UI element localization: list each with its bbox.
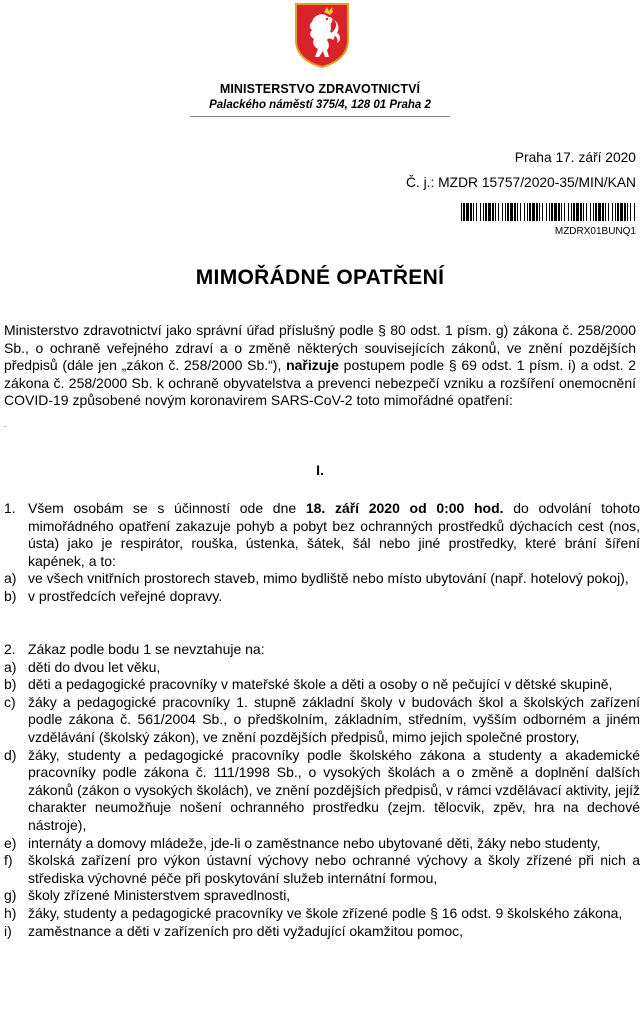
- list-item: [4, 835, 640, 853]
- barcode-bar: [558, 203, 560, 221]
- barcode-bar: [505, 203, 506, 221]
- item-letter: g): [4, 887, 17, 904]
- point-1-text-end: do odvolání tohoto mimořádného opatření zakazuje pohyb a pobyt bez ochranných prostředků dýchacích cest (nos, ústa) jako je respirátor, rouška, ústenka, šátek, šál nebo jiné prostředky, které brání šíření kapének, a to:: [28, 500, 640, 569]
- czech-lion-coat-of-arms-icon: [294, 2, 350, 68]
- list-item: [4, 570, 640, 588]
- barcode-bar: [546, 203, 547, 221]
- barcode-bar: [602, 203, 604, 221]
- barcode-bar: [507, 203, 509, 221]
- barcode-bar: [502, 203, 503, 221]
- barcode-bar: [593, 203, 594, 221]
- barcode: [461, 203, 636, 221]
- item-letter: a): [4, 658, 17, 675]
- barcode-bar: [542, 203, 543, 221]
- barcode-bar: [598, 203, 601, 221]
- barcode-bar: [517, 203, 518, 221]
- point-number: 2.: [4, 641, 16, 657]
- barcode-bar: [485, 203, 487, 221]
- section-heading: I.: [316, 462, 324, 478]
- list-item: [4, 905, 640, 923]
- item-letter: d): [4, 746, 17, 763]
- barcode-bar: [524, 203, 525, 221]
- item-text: internáty a domovy mládeže, jde-li o zaměstnance nebo ubytované děti, žáky nebo studenty,: [28, 834, 601, 851]
- item-letter: i): [4, 922, 12, 939]
- barcode-bar: [568, 203, 569, 221]
- barcode-bar: [463, 203, 465, 221]
- barcode-bar: [564, 203, 565, 221]
- item-text: školy zřízené Ministerstvem spravedlnosti,: [28, 887, 291, 904]
- item-text: děti a pedagogické pracovníky v mateřské škole a děti a osoby o ně pečující v dětské skupině,: [28, 676, 613, 693]
- barcode-bar: [520, 203, 521, 221]
- point-1-text-start: Všem osobám se s účinností ode dne: [28, 500, 306, 516]
- barcode-bar: [527, 203, 528, 221]
- intro-text-end: postupem podle § 69 odst. 1 písm. i) a odst. 2 zákona č. 258/2000 Sb. k ochraně obyvatelstva a prevenci nebezpečí vzniku a rozšíření onemocnění COVID-19 způsobené novým koronavirem SARS-CoV-2 toto mimořádné opatření:: [4, 357, 636, 408]
- list-item: [4, 659, 640, 677]
- item-text: školská zařízení pro výkon ústavní výchovy nebo ochranné výchovy a školy zřízené při nich a střediska výchovné péče při poskytování služeb internátní formou,: [28, 852, 640, 886]
- list-item: [4, 923, 640, 941]
- barcode-bar: [470, 203, 472, 221]
- barcode-bar: [630, 203, 631, 221]
- barcode-bar: [554, 203, 557, 221]
- item-text: ve všech vnitřních prostorech staveb, mimo bydliště nebo místo ubytování (např. hotelový pokoj),: [28, 570, 629, 587]
- item-text: děti do dvou let věku,: [28, 658, 161, 675]
- barcode-bar: [514, 203, 516, 221]
- barcode-bar: [461, 203, 462, 221]
- point-2-text: [4, 641, 640, 659]
- point-1-text: [4, 500, 640, 570]
- barcode-bar: [488, 203, 491, 221]
- document-title: MIMOŘÁDNÉ OPATŘENÍ: [195, 266, 445, 289]
- barcode-bar: [634, 203, 635, 221]
- item-text: žáky, studenty a pedagogické pracovníky ve škole zřízené podle § 16 odst. 9 školského zákona,: [28, 904, 623, 921]
- barcode-bar: [510, 203, 513, 221]
- barcode-bar: [549, 203, 550, 221]
- barcode-bar: [483, 203, 484, 221]
- intro-text-start: Ministerstvo zdravotnictví jako správní úřad příslušný podle § 80 odst. 1 písm. g) zákona č. 258/2000 Sb., o ochraně veřejného zdraví a o změně některých souvisejících zákonů, ve znění pozdějších předpisů (dále jen „zákon č. 258/2000 Sb.“),: [4, 322, 636, 373]
- barcode-bar: [620, 203, 623, 221]
- item-letter: h): [4, 904, 17, 921]
- coat-of-arms-emblem: [294, 2, 350, 68]
- list-item: [4, 887, 640, 905]
- item-text: žáky a pedagogické pracovníky 1. stupně základní školy v budovách škol a školských zařízení podle zákona č. 561/2004 Sb., o předškolním, základním, středním, vyšším odborném a jiném vzdělávání (školský zákon), ve znění pozdějších předpisů, mimo jejich společné prostory,: [28, 693, 640, 745]
- barcode-bar: [627, 203, 628, 221]
- point-number: 1.: [4, 500, 16, 516]
- barcode-bar: [480, 203, 481, 221]
- barcode-bar: [529, 203, 531, 221]
- intro-bold-verb: nařizuje: [286, 357, 339, 373]
- barcode-bar: [573, 203, 575, 221]
- item-letter: b): [4, 587, 17, 604]
- barcode-bar: [586, 203, 587, 221]
- barcode-text: MZDRX01BUNQ1: [554, 226, 636, 237]
- barcode-bar: [590, 203, 591, 221]
- item-letter: c): [4, 693, 16, 710]
- barcode-bar: [580, 203, 582, 221]
- barcode-bar: [551, 203, 553, 221]
- ministry-name: MINISTERSTVO ZDRAVOTNICTVÍ: [219, 82, 421, 96]
- point-1-effective-date: 18. září 2020 od 0:00 hod.: [305, 500, 504, 516]
- barcode-bar: [612, 203, 613, 221]
- barcode-bar: [492, 203, 494, 221]
- item-letter: a): [4, 570, 17, 587]
- barcode-bar: [498, 203, 499, 221]
- barcode-bar: [539, 203, 540, 221]
- barcode-bar: [617, 203, 619, 221]
- barcode-bar: [583, 203, 584, 221]
- point-2-text-body: Zákaz podle bodu 1 se nevztahuje na:: [28, 641, 265, 657]
- document-date: Praha 17. září 2020: [514, 150, 636, 165]
- barcode-bar: [605, 203, 606, 221]
- barcode-bar: [561, 203, 562, 221]
- item-text: v prostředcích veřejné dopravy.: [28, 587, 223, 604]
- barcode-bar: [536, 203, 538, 221]
- reference-number: Č. j.: MZDR 15757/2020-35/MIN/KAN: [405, 175, 636, 190]
- list-item: [4, 694, 640, 747]
- barcode-bar: [476, 203, 477, 221]
- item-letter: e): [4, 834, 17, 851]
- barcode-bar: [466, 203, 469, 221]
- barcode-bar: [495, 203, 496, 221]
- barcode-bar: [576, 203, 579, 221]
- barcode-bar: [615, 203, 616, 221]
- list-item: [4, 588, 640, 606]
- ministry-address: Palackého náměstí 375/4, 128 01 Praha 2: [209, 99, 431, 111]
- barcode-bar: [608, 203, 609, 221]
- stray-mark: ¨: [4, 425, 7, 434]
- item-letter: b): [4, 676, 17, 693]
- barcode-bar: [571, 203, 572, 221]
- intro-paragraph: [4, 322, 636, 410]
- item-letter: f): [4, 852, 13, 869]
- list-item: [4, 676, 640, 694]
- barcode-bar: [532, 203, 535, 221]
- point-2: [4, 641, 640, 940]
- list-item: [4, 747, 640, 835]
- item-text: zaměstnance a děti v zařízeních pro děti vyžadující okamžitou pomoc,: [28, 922, 463, 939]
- barcode-bar: [473, 203, 474, 221]
- barcode-bar: [624, 203, 626, 221]
- point-1: [4, 500, 640, 606]
- list-item: [4, 852, 640, 887]
- header-divider: [190, 116, 450, 117]
- barcode-bar: [595, 203, 597, 221]
- item-text: žáky, studenty a pedagogické pracovníky podle školského zákona a studenty a akademické pracovníky podle zákona č. 111/1998 Sb., o vysokých školách a o změně a doplnění dalších zákonů (zákon o vysokých školách), ve znění pozdějších předpisů, v rámci vzdělávací aktivity, jejíž charakter neumožňuje nošení ochranného prostředku (zejm. tělocvik, zpěv, hra na dechové nástroje),: [28, 746, 640, 833]
